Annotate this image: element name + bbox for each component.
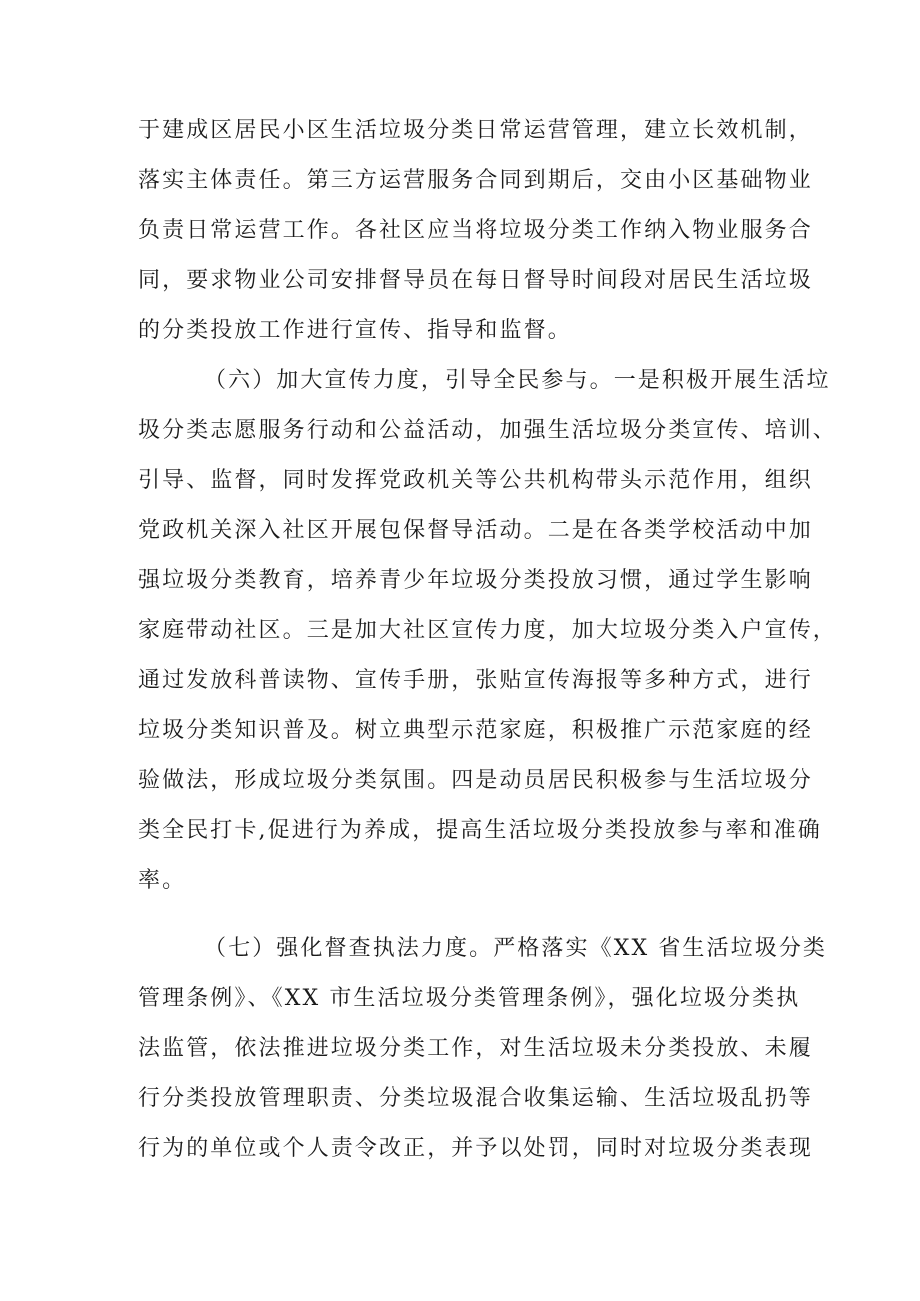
text-line: 引导、监督，同时发挥党政机关等公共机构带头示范作用，组织 [138,468,813,493]
section-seven-heading-line: （七）强化督查执法力度。严格落实《XX 省生活垃圾分类 [204,936,828,961]
text-line: 行为的单位或个人责令改正，并予以处罚，同时对垃圾分类表现 [138,1136,813,1161]
text-line: 负责日常运营工作。各社区应当将垃圾分类工作纳入物业服务合 [138,218,813,243]
text-line: 法监管，依法推进垃圾分类工作，对生活垃圾未分类投放、未履 [138,1036,813,1061]
text-line: 同，要求物业公司安排督导员在每日督导时间段对居民生活垃圾 [138,268,813,293]
text-line: 垃圾分类知识普及。树立典型示范家庭，积极推广示范家庭的经 [138,718,813,743]
section-six-heading-line: （六）加大宣传力度，引导全民参与。一是积极开展生活垃 [204,368,831,393]
text-line: 行分类投放管理职责、分类垃圾混合收集运输、生活垃圾乱扔等 [138,1086,813,1111]
text-line: 于建成区居民小区生活垃圾分类日常运营管理，建立长效机制， [138,118,813,143]
text-line: 率。 [138,868,187,893]
text-line: 党政机关深入社区开展包保督导活动。二是在各类学校活动中加 [138,518,813,543]
text-line: 强垃圾分类教育，培养青少年垃圾分类投放习惯，通过学生影响 [138,568,813,593]
text-line: 的分类投放工作进行宣传、指导和监督。 [138,318,572,343]
text-line: 管理条例》、《XX 市生活垃圾分类管理条例》，强化垃圾分类执 [138,986,801,1011]
text-line: 验做法，形成垃圾分类氛围。四是动员居民积极参与生活垃圾分 [138,768,813,793]
text-line: 类全民打卡,促进行为养成，提高生活垃圾分类投放参与率和准确 [138,818,822,843]
text-line: 通过发放科普读物、宣传手册，张贴宣传海报等多种方式，进行 [138,668,813,693]
text-line: 落实主体责任。第三方运营服务合同到期后，交由小区基础物业 [138,168,813,193]
text-line: 家庭带动社区。三是加大社区宣传力度，加大垃圾分类入户宣传， [138,618,837,643]
text-line: 圾分类志愿服务行动和公益活动，加强生活垃圾分类宣传、培训、 [138,418,837,443]
